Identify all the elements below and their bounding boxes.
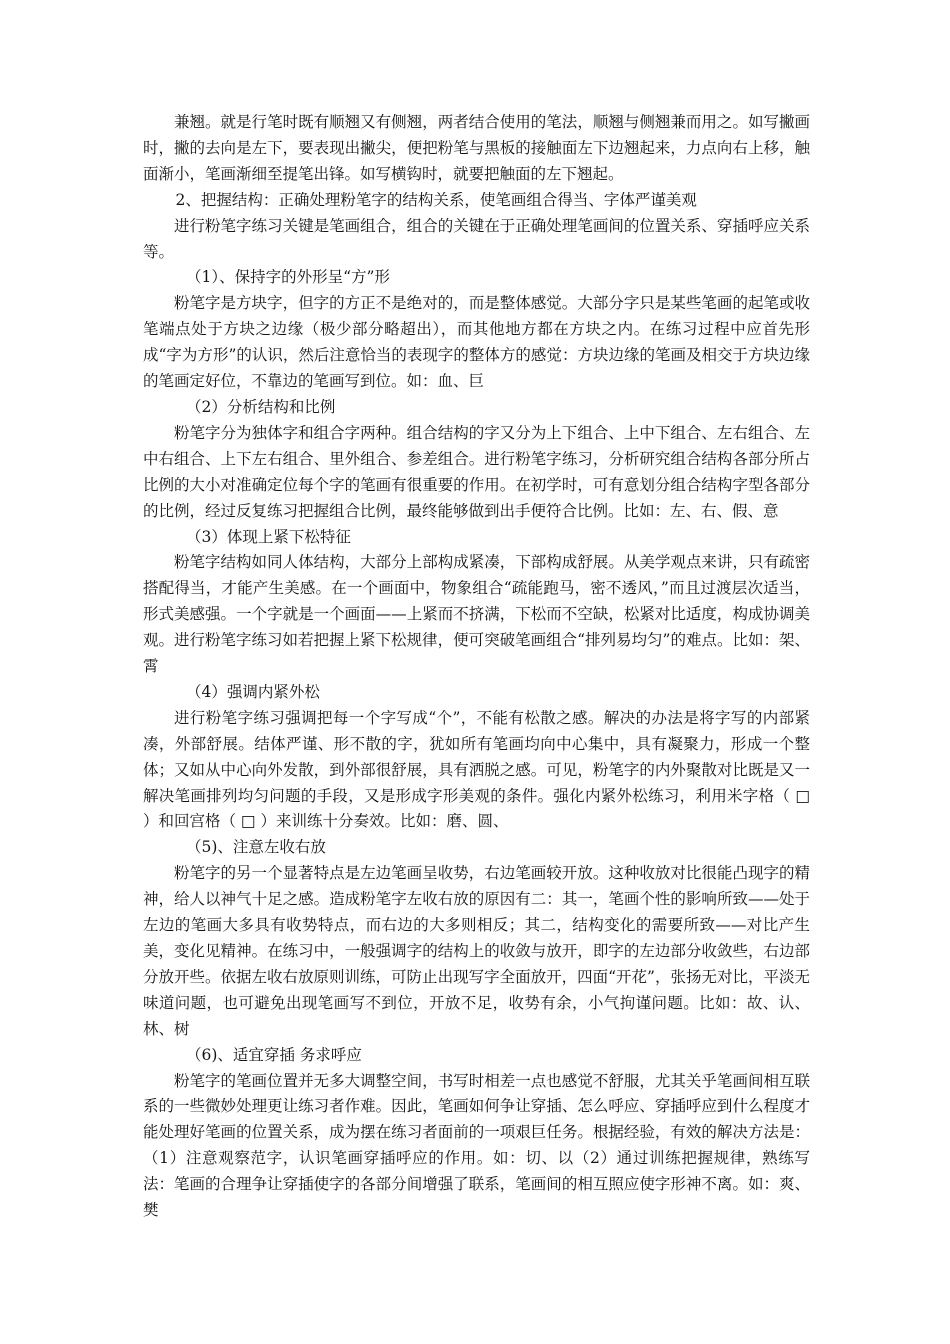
subheading-tight-top-loose-bottom: （3）体现上紧下松特征 [186, 527, 351, 546]
subheading-left-close-right-open: （5)、注意左收右放 [186, 838, 326, 857]
paragraph-structure-ratio: 粉笔字分为独体字和组合字两种。组合结构的字又分为上下组合、上中下组合、左右组合、左中右组合、上下左右组合、里外组合、参差组合。进行粉笔字练习，分析研究组合结构各部分所占比例的大小对准确定位每个字的笔画有很重要的作用。在初学时，可有意划分组合结构字型各部分的比例，经过反复练习把握组合比例，最终能够做到出手便符合比例。比如：左、右、假、意 [143, 423, 810, 520]
paragraph-square-shape: 粉笔字是方块字，但字的方正不是绝对的，而是整体感觉。大部分字只是某些笔画的起笔或收笔端点处于方块之边缘（极少部分略超出），而其他地方都在方块之内。在练习过程中应首先形成“字为方形”的认识，然后注意恰当的表现字的整体方的感觉：方块边缘的笔画及相交于方块边缘的笔画定好位，不靠边的笔画写到位。如：血、巨 [143, 294, 810, 391]
subheading-square-shape: （1）、保持字的外形呈“方”形 [186, 268, 390, 287]
paragraph-tight-top-loose-bottom: 粉笔字结构如同人体结构，大部分上部构成紧凑，下部构成舒展。从美学观点来讲，只有疏密搭配得当，才能产生美感。在一个画面中，物象组合“疏能跑马，密不透风，”而且过渡层次适当，形式美感强。一个字就是一个画面——上紧而不挤满，下松而不空缺，松紧对比适度，构成协调美观。进行粉笔字练习如若把握上紧下松规律，便可突破笔画组合“排列易均匀”的难点。比如：架、霄 [143, 553, 810, 676]
paragraph-interleaving-echo: 粉笔字的笔画位置并无多大调整空间，书写时相差一点也感觉不舒服，尤其关乎笔画间相互联系的一些微妙处理更让练习者作难。因此，笔画如何争让穿插、怎么呼应、穿插呼应到什么程度才能处理好笔画的位置关系，成为摆在练习者面前的一项艰巨任务。根据经验，有效的解决方法是：（1）注意观察范字，认识笔画穿插呼应的作用。如：切、以（2）通过训练把握规律，熟练写法：笔画的合理争让穿插使字的各部分间增强了联系，笔画间的相互照应使字形神不离。如：爽、樊 [143, 1071, 810, 1220]
paragraph-left-close-right-open: 粉笔字的另一个显著特点是左边笔画呈收势，右边笔画较开放。这种收放对比很能凸现字的精神，给人以神气十足之感。造成粉笔字左收右放的原因有二：其一，笔画个性的影响所致——处于左边的笔画大多具有收势特点，而右边的大多则相反；其二，结构变化的需要所致——对比产生美，变化见精神。在练习中，一般强调字的结构上的收敛与放开，即字的左边部分收敛些，右边部分放开些。依据左收右放原则训练，可防止出现写字全面放开，四面“开花”，张扬无对比，平淡无味道问题，也可避免出现笔画写不到位，开放不足，收势有余，小气拘谨问题。比如：故、认、林、树 [143, 864, 810, 1038]
subheading-tight-inside-loose-outside: （4）强调内紧外松 [186, 682, 320, 701]
section-heading-structure: 2、把握结构：正确处理粉笔字的结构关系，使笔画组合得当、字体严谨美观 [175, 190, 697, 209]
paragraph-brush-technique: 兼翘。就是行笔时既有顺翘又有侧翘，两者结合使用的笔法，顺翘与侧翘兼而用之。如写撇画时，撇的去向是左下，要表现出撇尖，便把粉笔与黑板的接触面左下边翘起来，力点向右上移，触面渐小，笔画渐细至提笔出锋。如写横钩时，就要把触面的左下翘起。 [143, 113, 810, 183]
paragraph-tight-inside-loose-outside: 进行粉笔字练习强调把每一个字写成“个”，不能有松散之感。解决的办法是将字写的内部紧凑，外部舒展。结体严谨、形不散的字，犹如所有笔画均向中心集中，具有凝聚力，形成一个整体；又如从中心向外发散，到外部很舒展，具有洒脱之感。可见，粉笔字的内外聚散对比既是又一解决笔画排列均匀问题的手段，又是形成字形美观的条件。强化内紧外松练习，利用米字格（ □ ）和回宫格（ □ ）来训练十分奏效。比如：磨、圆、 [143, 708, 810, 831]
paragraph-structure-intro: 进行粉笔字练习关键是笔画组合，组合的关键在于正确处理笔画间的位置关系、穿插呼应关系等。 [143, 216, 810, 261]
document-body [143, 110, 810, 1224]
subheading-interleaving-echo: （6)、适宜穿插 务求呼应 [186, 1045, 362, 1064]
subheading-structure-ratio: （2）分析结构和比例 [186, 397, 336, 416]
